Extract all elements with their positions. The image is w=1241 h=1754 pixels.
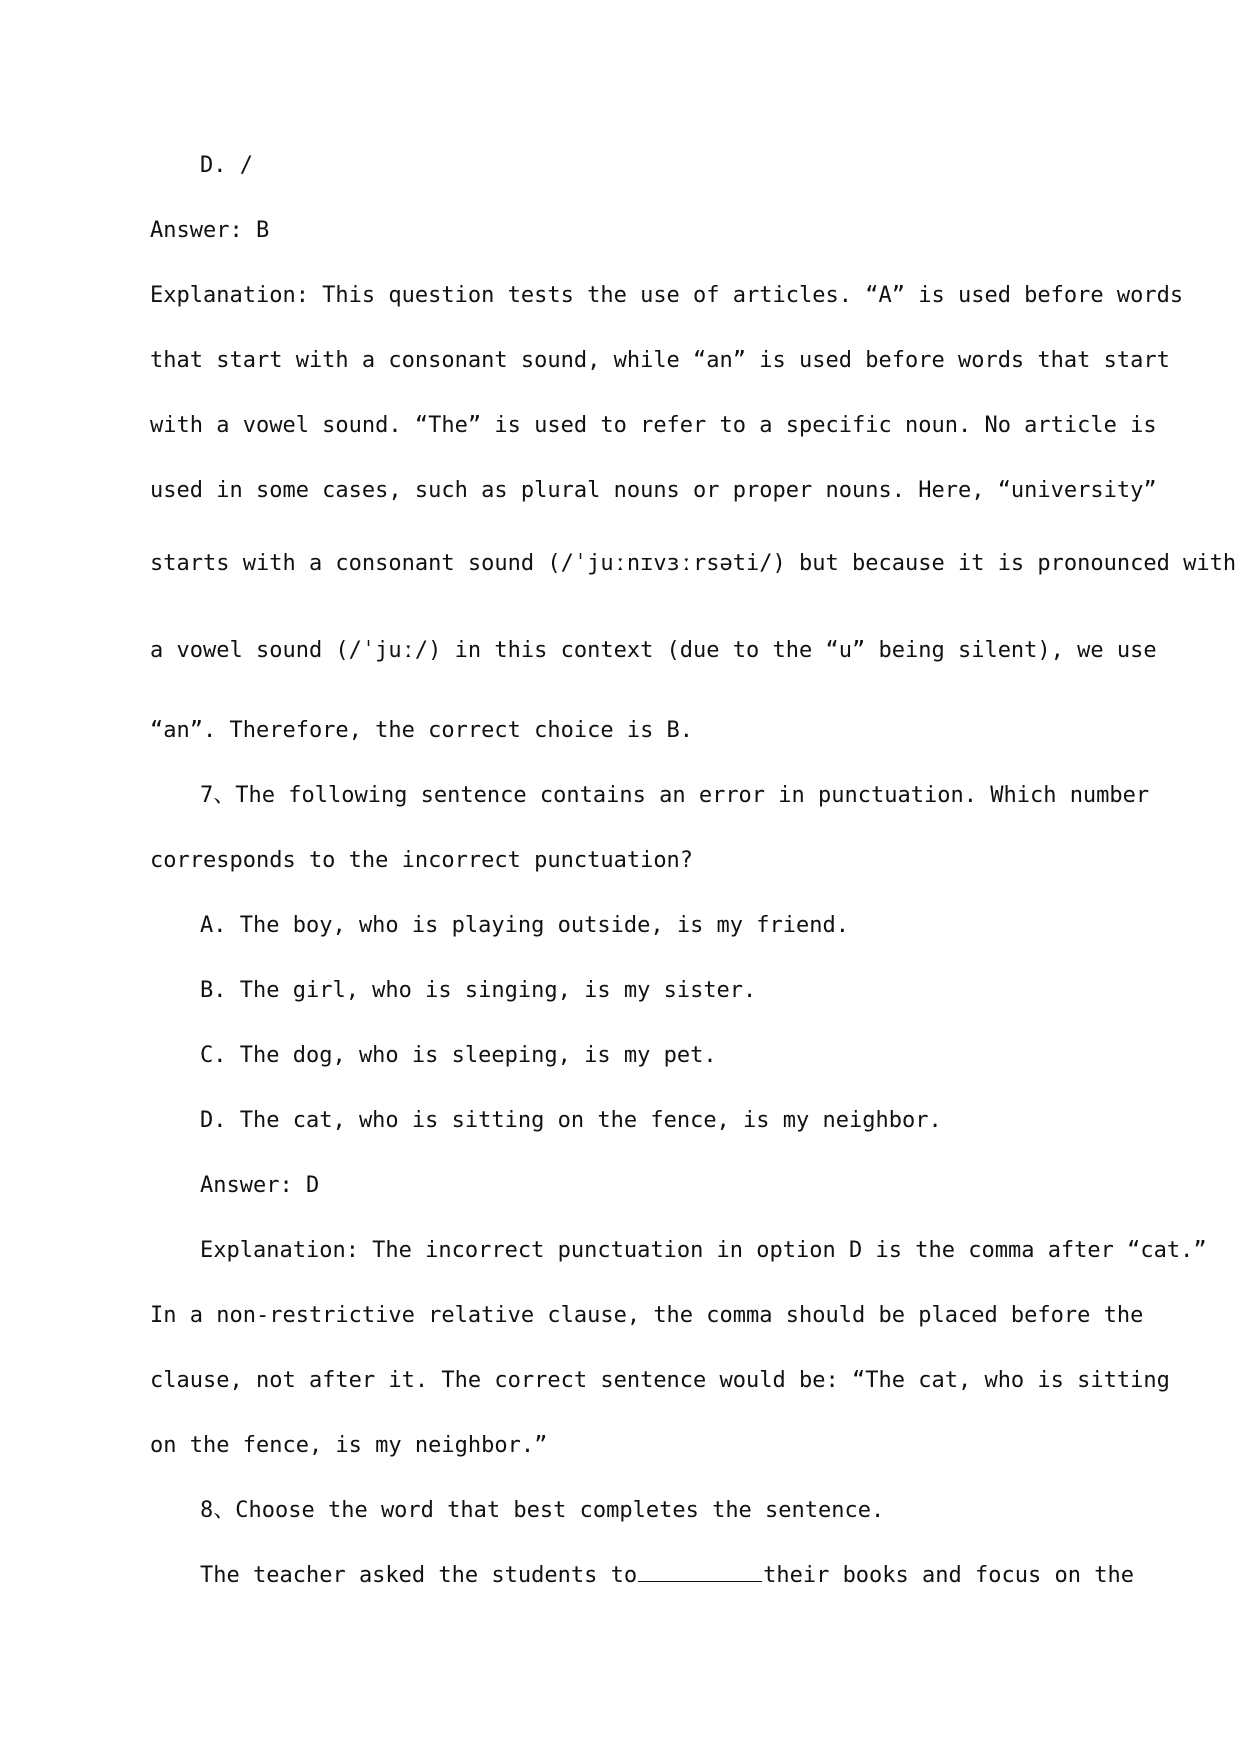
q7-explanation-line: In a non-restrictive relative clause, the comma should be placed before the <box>150 1303 1144 1328</box>
q6-explanation-line: Explanation: This question tests the use of articles. “A” is used before words <box>150 283 1184 308</box>
q7-option-b: B. The girl, who is singing, is my sister. <box>200 978 757 1003</box>
q6-explanation-line: starts with a consonant sound (/ˈjuːnɪvɜːrsəti/) but because it is pronounced with <box>150 551 1237 576</box>
q6-option-d: D. / <box>200 153 253 178</box>
q8-sentence-before-blank: The teacher asked the students to <box>200 1563 638 1588</box>
q7-explanation-line: Explanation: The incorrect punctuation in option D is the comma after “cat.” <box>200 1238 1207 1263</box>
q6-explanation-line: with a vowel sound. “The” is used to refer to a specific noun. No article is <box>150 413 1157 438</box>
q7-explanation-line: on the fence, is my neighbor.” <box>150 1433 548 1458</box>
q7-option-d: D. The cat, who is sitting on the fence, is my neighbor. <box>200 1108 942 1133</box>
q6-explanation-line: “an”. Therefore, the correct choice is B. <box>150 718 694 743</box>
q6-explanation-line: used in some cases, such as plural nouns or proper nouns. Here, “university” <box>150 478 1157 503</box>
q7-option-a: A. The boy, who is playing outside, is my friend. <box>200 913 850 938</box>
q6-answer: Answer: B <box>150 218 270 243</box>
q6-explanation-line: a vowel sound (/ˈjuː/) in this context (due to the “u” being silent), we use <box>150 638 1157 663</box>
q8-stem: 8、Choose the word that best completes the sentence. <box>200 1498 885 1523</box>
q8-sentence <box>200 1561 1134 1591</box>
q6-explanation-line: that start with a consonant sound, while “an” is used before words that start <box>150 348 1170 373</box>
q7-option-c: C. The dog, who is sleeping, is my pet. <box>200 1043 717 1068</box>
q7-answer: Answer: D <box>200 1173 320 1198</box>
fill-in-blank <box>638 1563 762 1582</box>
q7-explanation-line: clause, not after it. The correct sentence would be: “The cat, who is sitting <box>150 1368 1170 1393</box>
q7-stem-line: corresponds to the incorrect punctuation? <box>150 848 694 873</box>
q8-sentence-after-blank: their books and focus on the <box>763 1563 1134 1588</box>
q7-stem-line: 7、The following sentence contains an error in punctuation. Which number <box>200 783 1150 808</box>
